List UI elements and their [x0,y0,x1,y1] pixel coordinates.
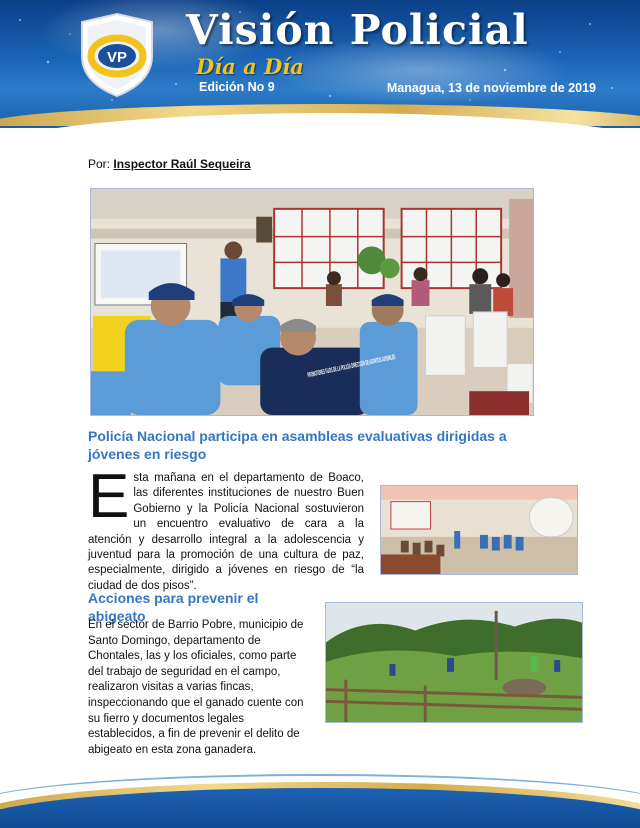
article2-body: En el sector de Barrio Pobre, municipio de Santo Domingo, departamento de Chontales, las y los oficiales, como parte del trabajo de seguridad en el campo, realizaron visitas a varias fincas, inspeccionando que el ganado cuente con su fierro y documentos legales establecidos, a fin de prevenir el delito de abigeato en esta zona ganadera. [88,619,304,756]
article1-headline: Policía Nacional participa en asambleas evaluativas dirigidas a jóvenes en riesgo [88,428,507,462]
ranch-photo-illustration [326,603,582,722]
article1-body: sta mañana en el departamento de Boaco, las diferentes instituciones de nuestro Buen Gobierno y la Policía Nacional sostuvieron un encuentro evaluativo de cara a la atención y desarrollo integral a la adolescencia y juventud para la promoción de una cultura de paz, especialmente, dirigido a jóvenes en riesgo de “la ciudad de dos pisos”. [88,472,364,592]
masthead [0,0,640,128]
auditorium-photo [380,485,578,575]
vp-logo-icon [78,12,156,98]
byline-prefix: Por: [88,157,111,171]
logo-text: VP [106,49,128,66]
publication-title: Visión Policial [186,6,529,54]
article1-dropcap: E [88,462,130,531]
footer-band [0,766,640,828]
dateline: Managua, 13 de noviembre de 2019 [386,81,596,95]
article2-headline: Acciones para prevenir el abigeato [88,590,259,624]
byline-author: Inspector Raúl Sequeira [113,157,251,171]
edition-number: Edición No 9 [199,80,275,94]
meeting-photo-illustration [91,189,533,415]
article1-body-block [88,462,364,594]
auditorium-photo-illustration [381,486,577,574]
meeting-photo [90,188,534,416]
byline [88,157,251,171]
publication-subtitle: Día a Día [196,54,304,79]
ranch-photo [325,602,583,723]
